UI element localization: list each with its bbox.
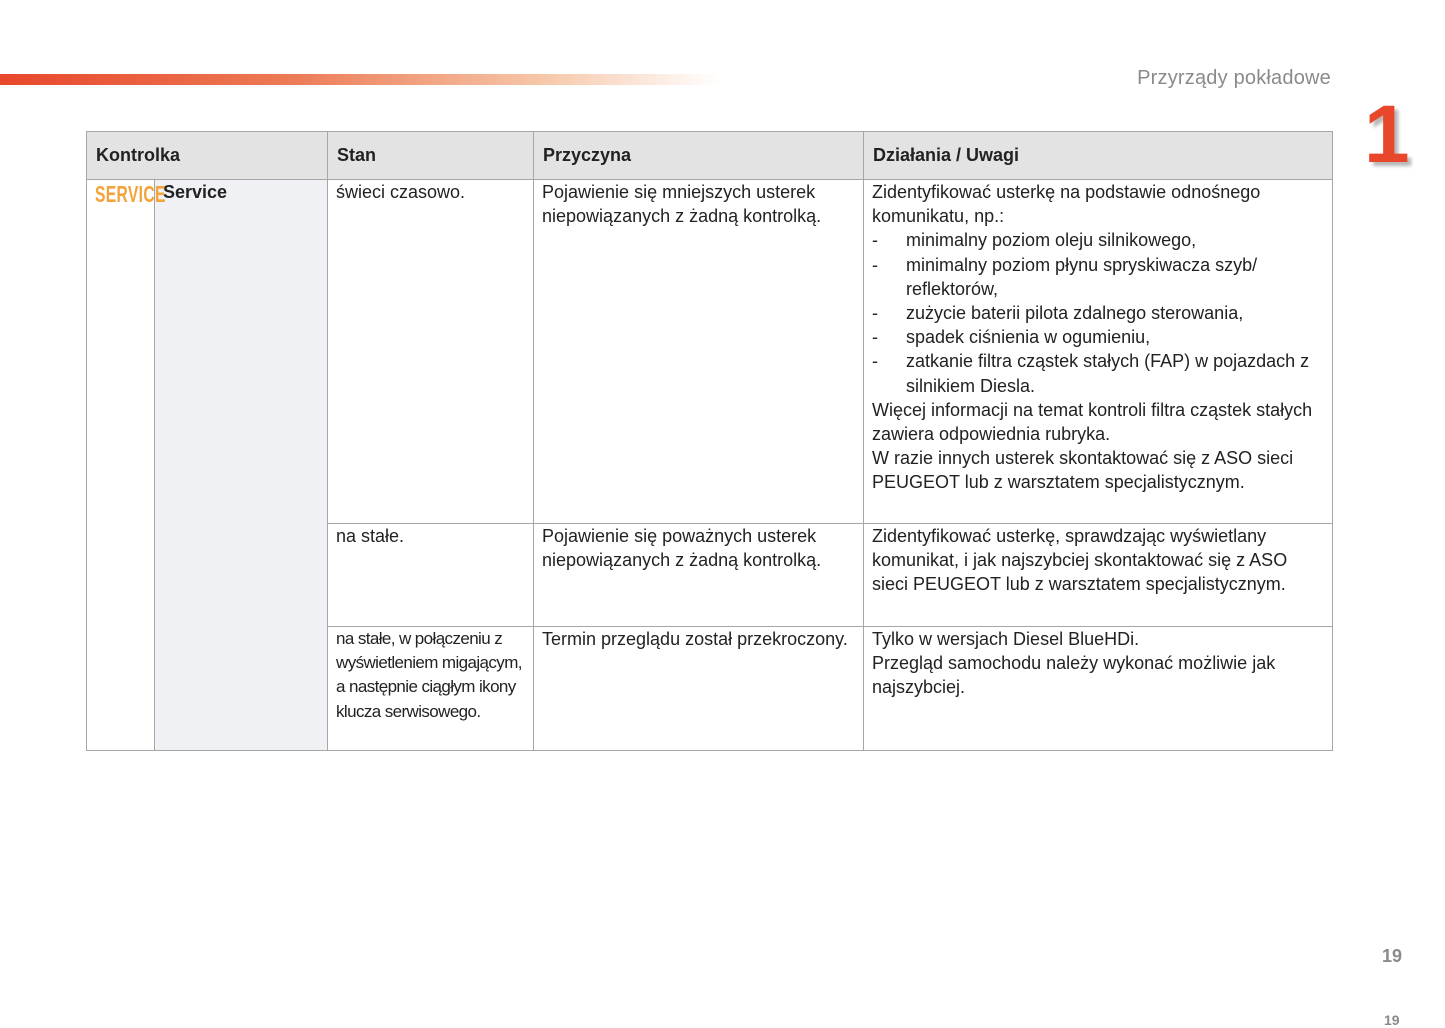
row1-cause: Pojawienie się mniejszych usterek niepowiązanych z żadną kontrolką. — [534, 180, 864, 524]
indicator-icon-cell — [87, 180, 166, 751]
row1-action-intro: Zidentyfikować usterkę na podstawie odnośnego komunikatu, np.: — [872, 182, 1261, 227]
row3-state: na stałe, w połączeniu z wyświetleniem migającym, a następnie ciągłym ikony klucza serwisowego. — [336, 629, 522, 721]
chapter-number: 1 — [1364, 89, 1410, 180]
row2-cause: Pojawienie się poważnych usterek niepowiązanych z żadną kontrolką. — [534, 524, 864, 627]
list-item: - spadek ciśnienia w ogumieniu, — [872, 325, 1324, 349]
row1-action — [864, 180, 1333, 524]
header-accent-bar — [0, 74, 720, 85]
list-item: - minimalny poziom oleju silnikowego, — [872, 228, 1324, 252]
column-header-przyczyna: Przyczyna — [534, 132, 864, 180]
row2-action: Zidentyfikować usterkę, sprawdzając wyświetlany komunikat, i jak najszybciej skontaktować się z ASO sieci PEUGEOT lub z warsztatem specjalistycznym. — [864, 524, 1333, 627]
section-title: Przyrządy pokładowe — [1137, 67, 1331, 89]
column-header-stan: Stan — [328, 132, 534, 180]
row3-action-line1: Tylko w wersjach Diesel BlueHDi. — [872, 629, 1140, 649]
service-warning-icon: SERVICE — [95, 181, 166, 207]
list-item: - minimalny poziom płynu spryskiwacza szyb/ reflektorów, — [872, 253, 1324, 301]
next-page-number-fragment: 19 — [1384, 1012, 1400, 1028]
indicator-name: Service — [155, 180, 328, 751]
row3-action-line2: Przegląd samochodu należy wykonać możliwie jak najszybciej. — [872, 653, 1276, 698]
row3-cause: Termin przeglądu został przekroczony. — [534, 627, 864, 751]
column-header-kontrolka: Kontrolka — [87, 132, 328, 180]
list-item: - zużycie baterii pilota zdalnego sterowania, — [872, 301, 1324, 325]
page-number: 19 — [1382, 946, 1403, 966]
table-header-row — [87, 132, 1333, 180]
row3-state-cell — [328, 627, 534, 751]
column-header-dzialania: Działania / Uwagi — [864, 132, 1333, 180]
row1-action-contact: W razie innych usterek skontaktować się z ASO sieci PEUGEOT lub z warsztatem specjalistycznym. — [872, 448, 1294, 493]
row2-state: na stałe. — [328, 524, 534, 627]
table-row — [87, 180, 1333, 524]
list-item: - zatkanie filtra cząstek stałych (FAP) w pojazdach z silnikiem Diesla. — [872, 349, 1324, 397]
row1-action-list — [872, 228, 1324, 397]
warning-lights-table — [86, 131, 1333, 751]
row3-action — [864, 627, 1333, 751]
row1-state: świeci czasowo. — [328, 180, 534, 524]
row1-action-more: Więcej informacji na temat kontroli filtra cząstek stałych zawiera odpowiednia rubryka. — [872, 399, 1313, 445]
